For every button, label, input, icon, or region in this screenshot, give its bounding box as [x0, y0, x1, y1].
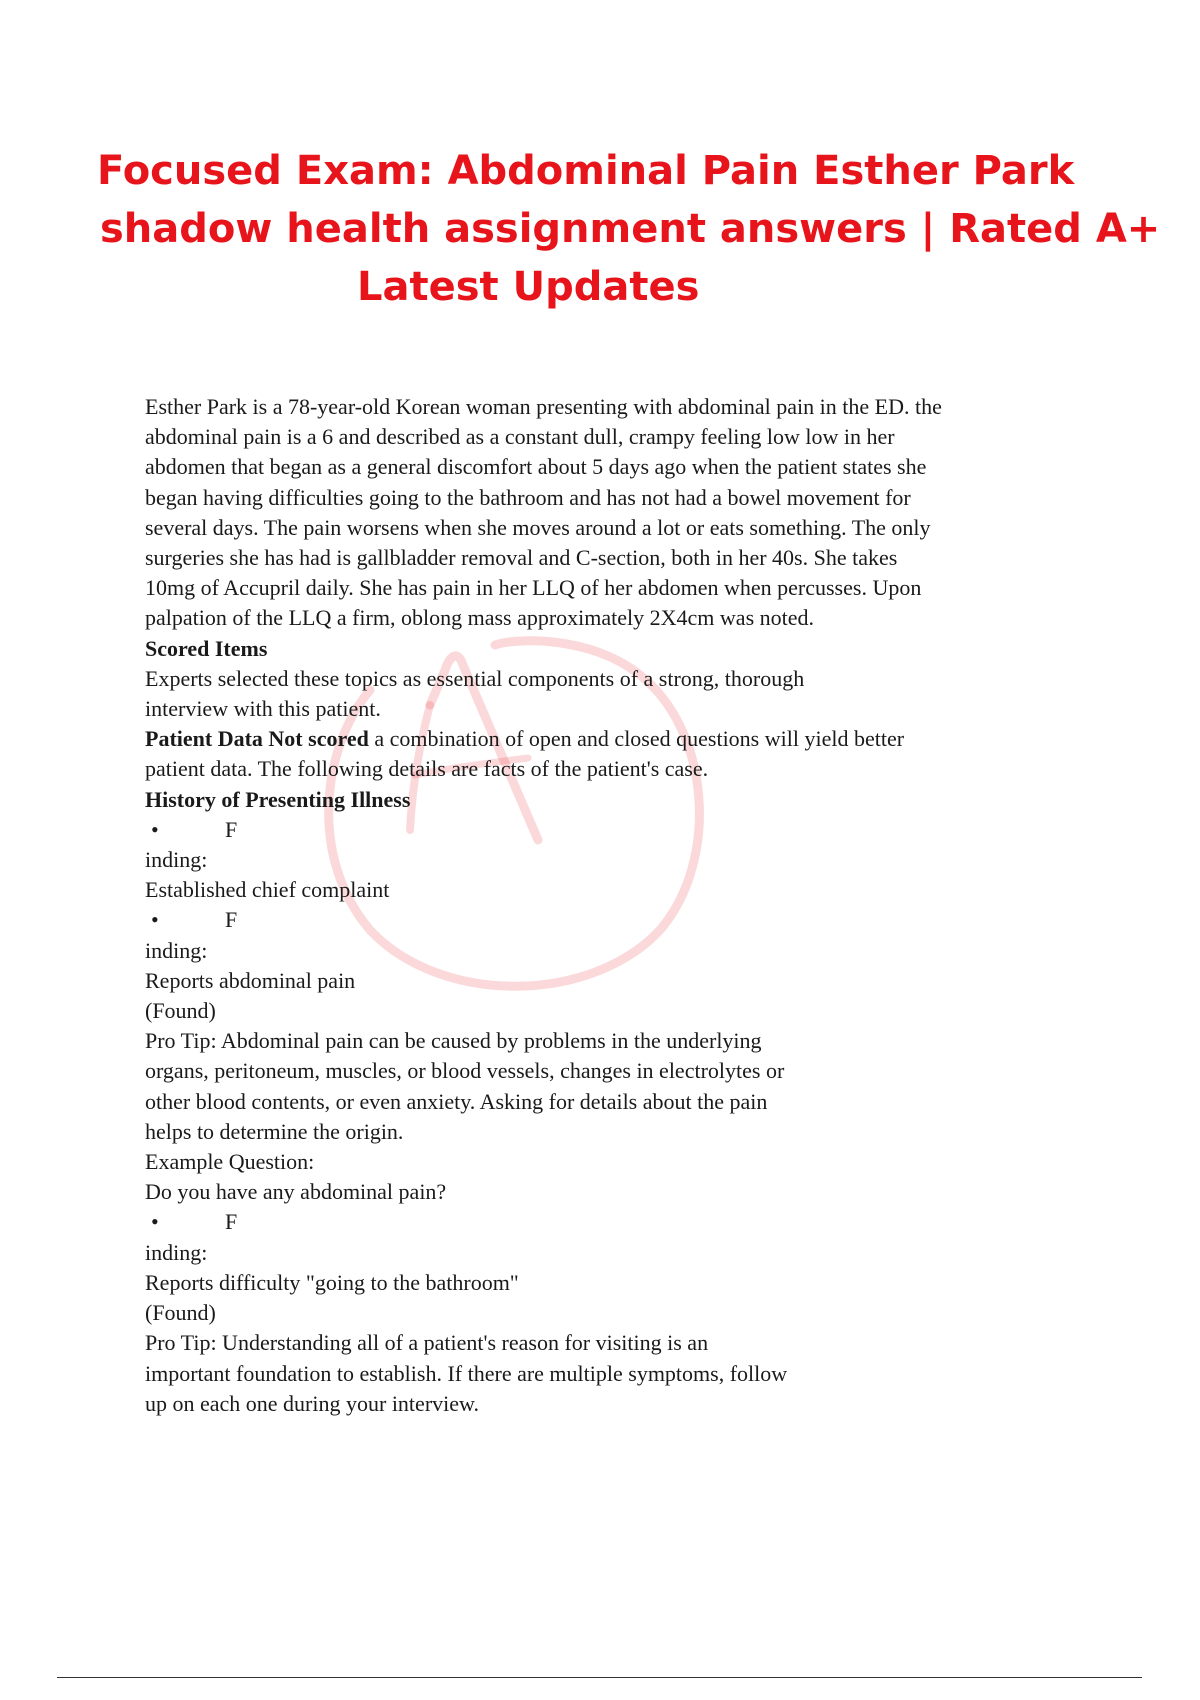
page-bottom-divider [57, 1677, 1142, 1678]
bullet-dot: • [151, 816, 159, 842]
example-question: Do you have any abdominal pain? [145, 1179, 447, 1205]
finding-status: (Found) [145, 998, 216, 1024]
finding-bullet [145, 1207, 965, 1237]
finding-item: Reports difficulty "going to the bathroom" [145, 1269, 519, 1295]
document-title [0, 142, 1200, 316]
patient-data-heading: Patient Data Not scored [145, 726, 369, 752]
hpi-heading: History of Presenting Illness [145, 786, 411, 812]
document-body [145, 392, 965, 1419]
finding-status: (Found) [145, 1300, 216, 1326]
finding-item: Reports abdominal pain [145, 967, 356, 993]
finding-label: inding: [145, 847, 208, 873]
finding-label: inding: [145, 937, 208, 963]
title-line-2: shadow health assignment answers | Rated A+ [100, 206, 1161, 252]
title-line-1: Focused Exam: Abdominal Pain Esther Park [97, 148, 1075, 194]
case-summary: Esther Park is a 78-year-old Korean woman presenting with abdominal pain in the ED. the abdominal pain is a 6 and described as a constant dull, crampy feeling low low in her abdomen that began as a general discomfort about 5 days ago when the patient states she began having difficulties going to the bathroom and has not had a bowel movement for several days. The pain worsens when she moves around a lot or eats something. The only surgeries she has had is gallbladder removal and C-section, both in her 40s. She takes 10mg of Accupril daily. She has pain in her LLQ of her abdomen when percusses. Upon palpation of the LLQ a firm, oblong mass approximately 2X4cm was noted. [145, 394, 942, 631]
scored-items-heading: Scored Items [145, 635, 268, 661]
scored-items-text: Experts selected these topics as essential components of a strong, thorough interview with this patient. [145, 665, 805, 722]
bullet-dot: • [151, 1209, 159, 1235]
bullet-dot: • [151, 907, 159, 933]
finding-letter: F [225, 907, 238, 933]
finding-item: Established chief complaint [145, 877, 390, 903]
example-question-label: Example Question: [145, 1149, 315, 1175]
finding-letter: F [225, 816, 238, 842]
finding-bullet [145, 815, 965, 845]
pro-tip: Pro Tip: Abdominal pain can be caused by problems in the underlying organs, peritoneum, muscles, or blood vessels, changes in electrolytes or other blood contents, or even anxiety. Asking for details about the pain helps to determine the origin. [145, 1028, 785, 1144]
patient-data-paragraph [145, 724, 905, 784]
finding-bullet [145, 905, 965, 935]
pro-tip: Pro Tip: Understanding all of a patient's reason for visiting is an important foundation to establish. If there are multiple symptoms, follow up on each one during your interview. [145, 1330, 788, 1416]
finding-letter: F [225, 1209, 238, 1235]
patient-data-text: a combination of open and closed questions will yield better patient data. The following details are facts of the patient's case. [145, 726, 905, 782]
finding-label: inding: [145, 1239, 208, 1265]
title-line-3: Latest Updates [357, 264, 700, 310]
